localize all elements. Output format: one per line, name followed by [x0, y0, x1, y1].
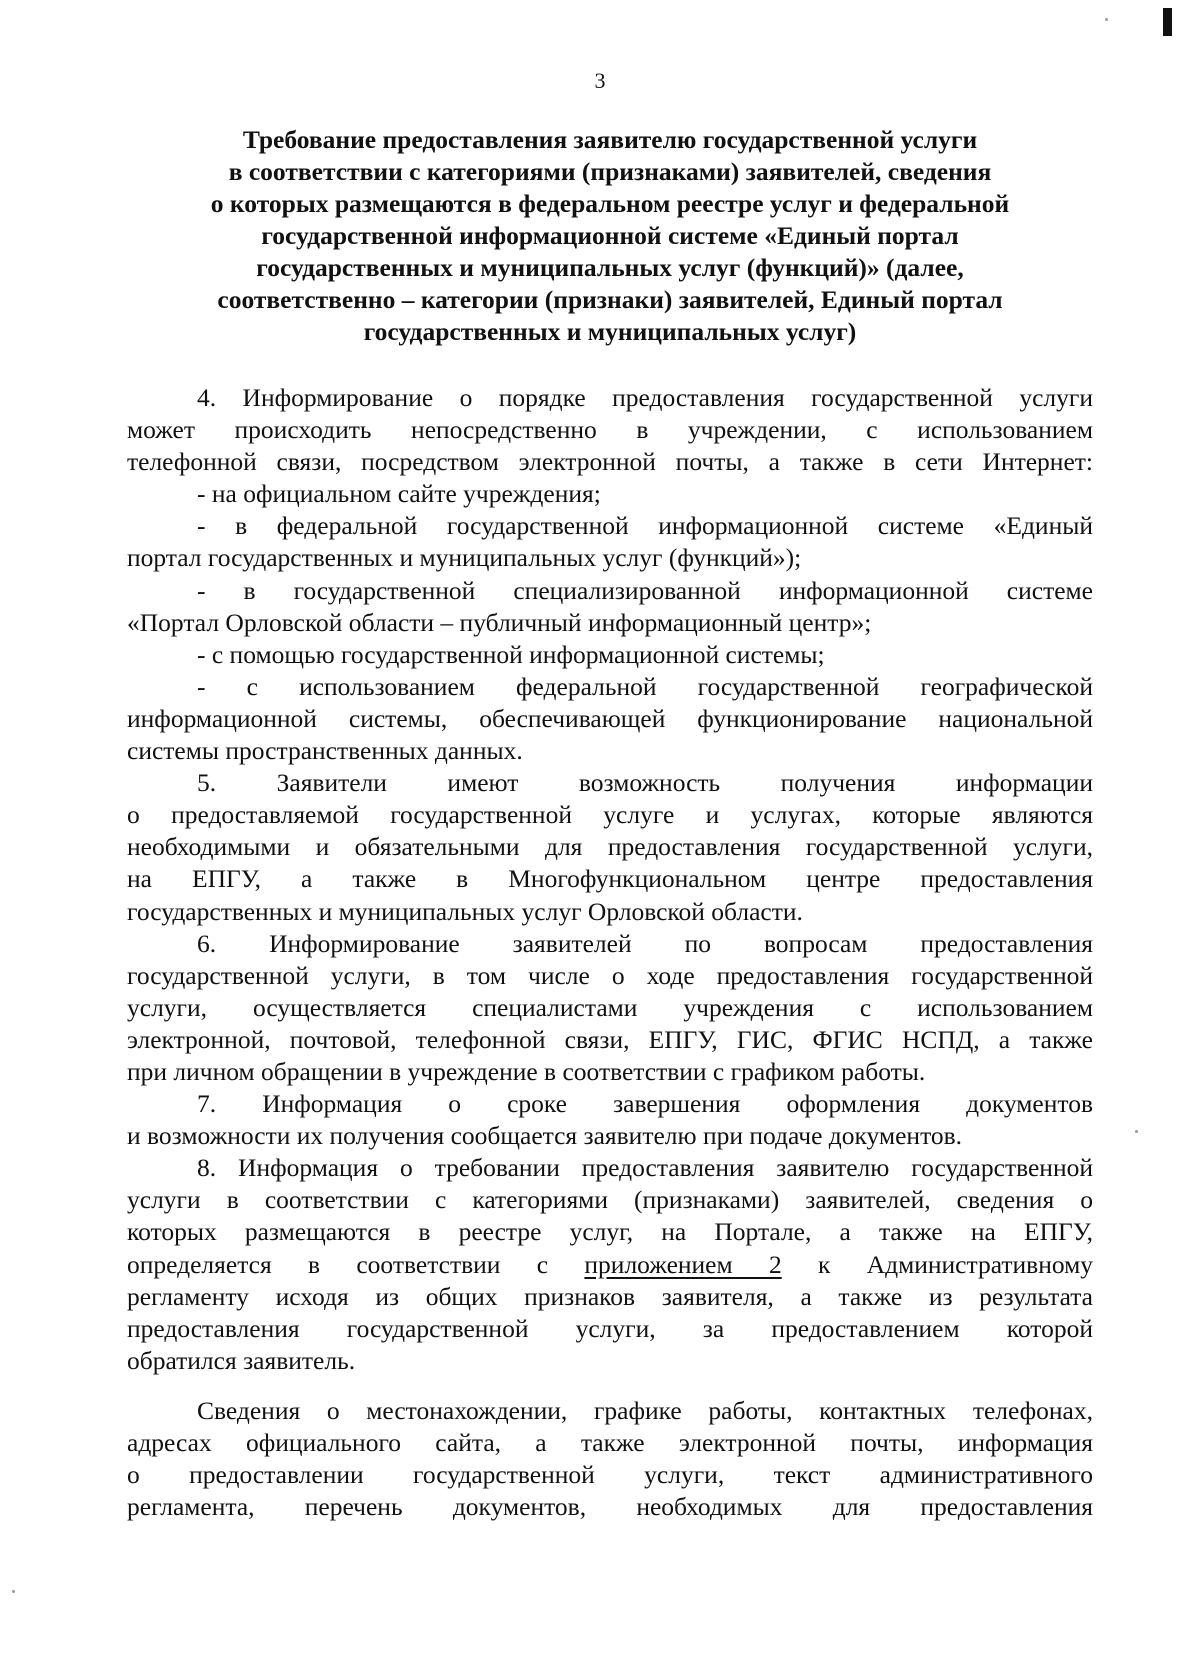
text-line: услуги, осуществляется специалистами учреждения с использованием: [127, 992, 1093, 1022]
text-line: адресах официального сайта, а также электронной почты, информация: [127, 1428, 1093, 1457]
text-line: которых размещаются в реестре услуг, на Портале, а также на ЕПГУ,: [127, 1217, 1093, 1247]
paragraph-5: [127, 767, 1093, 927]
text-line: необходимыми и обязательными для предоставления государственной услуги,: [127, 832, 1093, 862]
text-line: государственной услуги, в том числе о ходе предоставления государственной: [127, 960, 1093, 990]
page-number: 3: [594, 68, 606, 93]
text-line-with-link: [127, 1249, 1093, 1281]
text-line: электронной, почтовой, телефонной связи, ЕПГУ, ГИС, ФГИС НСПД, а также: [127, 1024, 1093, 1054]
text-line: - в федеральной государственной информационной системе «Единый: [197, 511, 1093, 541]
heading-line: о которых размещаются в федеральном реестре услуг и федеральной: [210, 189, 1010, 218]
heading-line: в соответствии с категориями (признаками) заявителей, сведения: [228, 157, 992, 186]
heading-line: государственных и муниципальных услуг): [363, 317, 857, 346]
text-line: о предоставлении государственной услуги, текст административного: [127, 1460, 1093, 1490]
text-line: услуги в соответствии с категориями (признаками) заявителей, сведения о: [127, 1185, 1093, 1215]
text-line: 4. Информирование о порядке предоставления государственной услуги: [197, 383, 1093, 412]
scan-speck: [1105, 18, 1108, 21]
bullet-federal-portal: [127, 510, 1093, 574]
text-line: - с помощью государственной информационной системы;: [197, 639, 825, 669]
text-line: «Портал Орловской области – публичный информационный центр»;: [127, 607, 872, 637]
heading-line: Требование предоставления заявителю государственной услуги: [242, 125, 978, 154]
bullet-state-system: [127, 639, 1093, 671]
text-line: на ЕПГУ, а также в Многофункциональном центре предоставления: [127, 864, 1093, 894]
paragraph-gap: [127, 1377, 1093, 1395]
bullet-official-site: [127, 478, 1093, 510]
scan-speck: [1135, 1130, 1138, 1133]
text-line: регламента, перечень документов, необходимых для предоставления: [127, 1492, 1093, 1522]
text-line: 7. Информация о сроке завершения оформления документов: [197, 1089, 1093, 1119]
text-line: обратился заявитель.: [127, 1345, 356, 1375]
bullet-geo-system: [127, 671, 1093, 767]
text-line: предоставления государственной услуги, за предоставлением которой: [127, 1313, 1093, 1343]
text-line: - в государственной специализированной информационной системе: [197, 575, 1093, 605]
paragraph-4: [127, 382, 1093, 478]
heading-line: государственных и муниципальных услуг (функций)» (далее,: [256, 253, 964, 282]
text-line: телефонной связи, посредством электронной почты, а также в сети Интернет:: [127, 447, 1093, 477]
text-line: - с использованием федеральной государственной географической: [197, 671, 1093, 701]
paragraph-7: [127, 1088, 1093, 1152]
text-line: 8. Информация о требовании предоставления заявителю государственной: [197, 1153, 1093, 1183]
text-fragment: к Административному: [781, 1249, 1093, 1279]
text-line: системы пространственных данных.: [127, 736, 523, 766]
text-line: государственных и муниципальных услуг Орловской области.: [127, 896, 803, 926]
scan-mark: [1163, 8, 1172, 36]
text-line: при личном обращении в учреждение в соответствии с графиком работы.: [127, 1056, 926, 1086]
text-line: Сведения о местонахождении, графике работы, контактных телефонах,: [197, 1395, 1093, 1425]
text-line: - на официальном сайте учреждения;: [197, 479, 601, 509]
scan-speck: [12, 1590, 15, 1593]
text-line: может происходить непосредственно в учреждении, с использованием: [127, 415, 1093, 445]
text-line: регламенту исходя из общих признаков заявителя, а также из результата: [127, 1281, 1093, 1311]
appendix-2-link[interactable]: приложением 2: [584, 1249, 782, 1279]
paragraph-9: [127, 1395, 1093, 1523]
text-line: портал государственных и муниципальных услуг (функций»);: [127, 543, 802, 573]
text-line: информационной системы, обеспечивающей функционирование национальной: [127, 703, 1093, 733]
heading-line: государственной информационной системе «Единый портал: [261, 221, 959, 250]
text-line: о предоставляемой государственной услуге и услугах, которые являются: [127, 800, 1093, 830]
text-line: и возможности их получения сообщается заявителю при подаче документов.: [127, 1121, 963, 1151]
text-line: 5. Заявители имеют возможность получения информации: [197, 768, 1093, 798]
section-heading: [160, 124, 1060, 348]
text-fragment: определяется в соответствии с: [127, 1249, 585, 1279]
heading-line: соответственно – категории (признаки) заявителей, Единый портал: [217, 285, 1003, 314]
text-line: 6. Информирование заявителей по вопросам предоставления: [197, 928, 1093, 958]
bullet-regional-portal: [127, 575, 1093, 639]
paragraph-8: [127, 1152, 1093, 1377]
paragraph-6: [127, 928, 1093, 1088]
body-text: [127, 382, 1093, 1523]
